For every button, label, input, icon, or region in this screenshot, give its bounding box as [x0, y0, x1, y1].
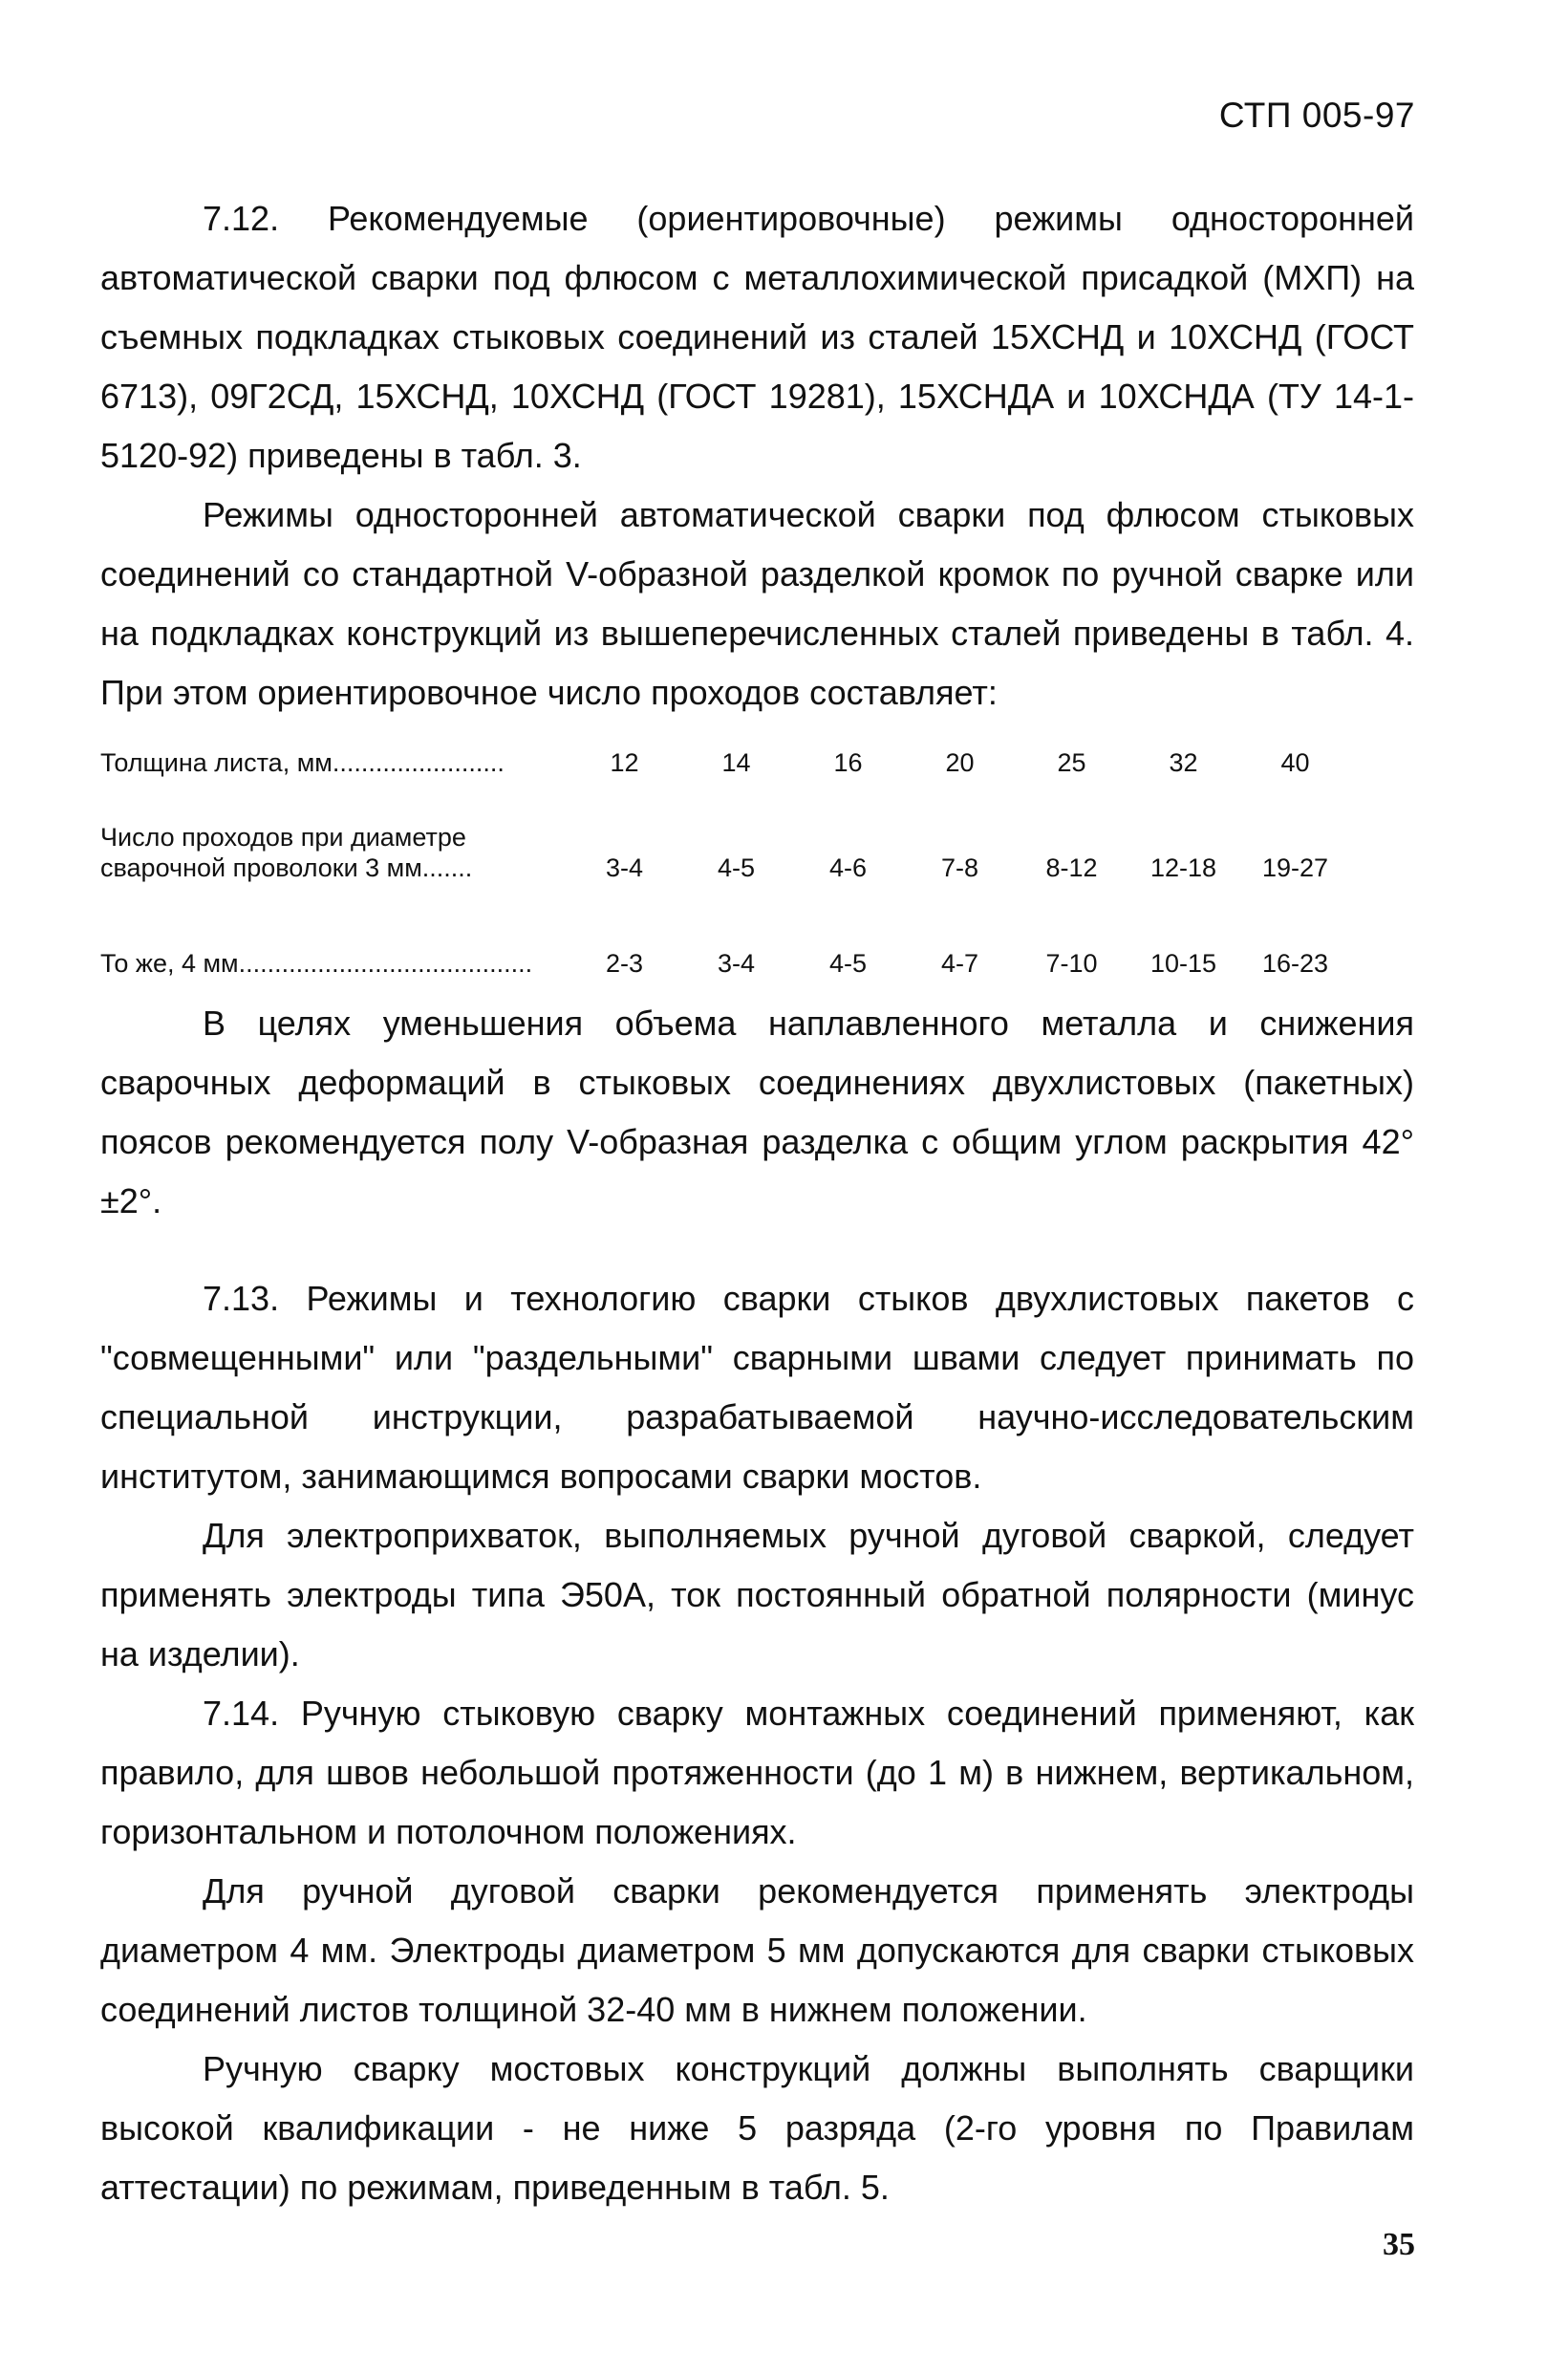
table-cell: 16-23 — [1261, 949, 1329, 978]
table-row-passes-4mm — [100, 883, 1351, 979]
table-cell: 4-6 — [828, 853, 868, 882]
table-cell: 20 — [945, 748, 975, 777]
paragraph-7-14: 7.14. Ручную стыковую сварку монтажных соединений применяют, как правило, для швов небольшой протяженности (до 1 м) в нижнем, вертикальном, горизонтальном и потолочном положениях. — [100, 1694, 1414, 1851]
paragraph-electrode-diameter: Для ручной дуговой сварки рекомендуется применять электроды диаметром 4 мм. Электроды диаметром 5 мм допускаются для сварки стыковых соединений листов толщиной 32-40 мм в нижнем положении. — [100, 1871, 1414, 2029]
table-cell: 12-18 — [1149, 853, 1217, 882]
row-label-passes-3mm — [100, 778, 569, 883]
table-cell: 4-5 — [717, 853, 756, 882]
row-label-line: Число проходов при диаметре — [100, 823, 466, 852]
table-row-thickness — [100, 745, 1351, 778]
table-cell: 19-27 — [1261, 853, 1329, 882]
paragraph-half-v-groove: В целях уменьшения объема наплавленного металла и снижения сварочных деформаций в стыковых соединениях двухлистовых (пакетных) поясов рекомендуется полу V-образная разделка с общим углом раскрытия 42° ±2°. — [100, 1004, 1414, 1220]
row-label-line: сварочной проволоки 3 мм....... — [100, 853, 473, 882]
table-cell: 25 — [1057, 748, 1086, 777]
table-cell: 7-10 — [1045, 949, 1098, 978]
text-block-bottom — [100, 994, 1414, 2217]
table-cell: 2-3 — [605, 949, 644, 978]
paragraph-7-12: 7.12. Рекомендуемые (ориентировочные) режимы односторонней автоматической сварки под флюсом с металлохимической присадкой (МХП) на съемных подкладках стыковых соединений из сталей 15ХСНД и 10ХСНД (ГОСТ 6713), 09Г2СД, 15ХСНД, 10ХСНД (ГОСТ 19281), 15ХСНДА и 10ХСНДА (ТУ 14-1-5120-92) приведены в табл. 3. — [100, 199, 1414, 475]
table-cell: 4-7 — [940, 949, 979, 978]
table-cell: 32 — [1169, 748, 1198, 777]
page-number: 35 — [1383, 2227, 1415, 2262]
table-cell: 3-4 — [605, 853, 644, 882]
passes-table — [100, 745, 1351, 979]
document-code: СТП 005-97 — [1218, 96, 1415, 135]
table-row-passes-3mm — [100, 778, 1351, 883]
row-label-passes-4mm: То же, 4 мм......................................... — [100, 949, 533, 978]
table-cell: 7-8 — [940, 853, 979, 882]
table-cell: 40 — [1280, 748, 1310, 777]
paragraph-welder-qualification: Ручную сварку мостовых конструкций должны выполнять сварщики высокой квалификации - не ниже 5 разряда (2-го уровня по Правилам аттестации) по режимам, приведенным в табл. 5. — [100, 2049, 1414, 2207]
table-cell: 4-5 — [828, 949, 868, 978]
table-cell: 16 — [833, 748, 863, 777]
row-label-thickness: Толщина листа, мм........................ — [100, 748, 505, 777]
table-cell: 8-12 — [1045, 853, 1098, 882]
table-cell: 12 — [610, 748, 639, 777]
text-block-top — [100, 189, 1414, 723]
paragraph-7-13: 7.13. Режимы и технологию сварки стыков двухлистовых пакетов с "совмещенными" или "раздельными" сварными швами следует принимать по специальной инструкции, разрабатываемой научно-исследовательским институтом, занимающимся вопросами сварки мостов. — [100, 1279, 1414, 1496]
paragraph-modes-butt-joints: Режимы односторонней автоматической сварки под флюсом стыковых соединений со стандартной V-образной разделкой кромок по ручной сварке или на подкладках конструкций из вышеперечисленных сталей приведены в табл. 4. При этом ориентировочное число проходов составляет: — [100, 495, 1414, 712]
table-cell: 10-15 — [1149, 949, 1217, 978]
table-cell: 14 — [721, 748, 751, 777]
paragraph-tack-welds: Для электроприхваток, выполняемых ручной дуговой сваркой, следует применять электроды типа Э50А, ток постоянный обратной полярности (минус на изделии). — [100, 1516, 1414, 1673]
table-cell: 3-4 — [717, 949, 756, 978]
